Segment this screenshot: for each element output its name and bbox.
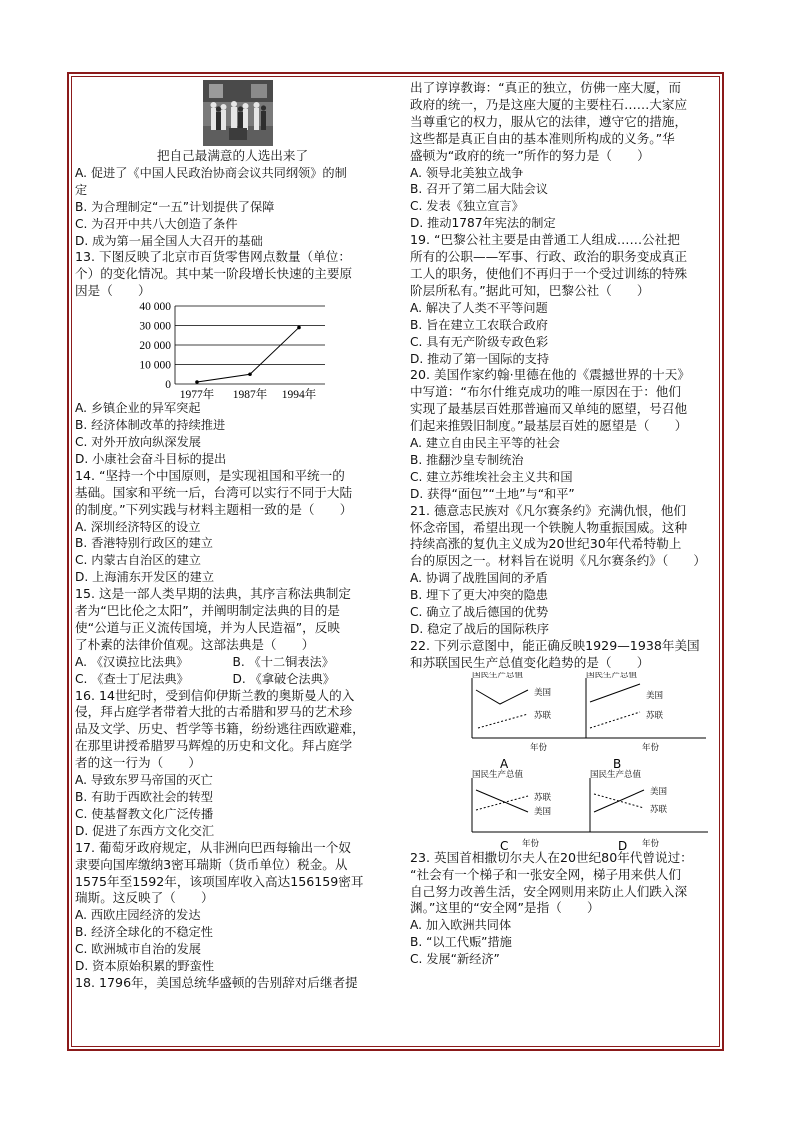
q16-option-a: A. 导致东罗马帝国的灭亡 — [75, 773, 213, 788]
q15-stem-2: 者为“巴比伦之太阳”，并阐明制定法典的目的是 — [75, 603, 340, 619]
chart-x-tick-label: 1994年 — [281, 389, 317, 401]
diagram-a-letter: A — [500, 756, 509, 771]
q23-stem-3: 自己努力改善生活，安全网则用来防止人们跌入深 — [410, 883, 688, 899]
q17-stem-3: 1575年至1592年，该项国库收入高达156159密耳 — [75, 873, 364, 889]
diagram-a-ussr-label: 苏联 — [534, 710, 552, 721]
q18-option-b: B. 召开了第二届大陆会议 — [410, 182, 548, 197]
q23-option-c: C. 发展“新经济” — [410, 952, 500, 967]
q18-stem-2: 出了谆谆教诲：“真正的独立，仿佛一座大厦，而 — [410, 80, 681, 95]
left-column — [75, 80, 390, 992]
chart-y-tick-label: 30 000 — [139, 320, 171, 333]
q20-option-c: C. 建立苏维埃社会主义共和国 — [410, 469, 573, 484]
diagram-b — [586, 672, 706, 771]
q12-option-d: D. 成为第一届全国人大召开的基础 — [75, 233, 263, 248]
q13-stem-2: 个）的变化情况。其中某一阶段增长快速的主要原 — [75, 266, 353, 282]
chart-x-tick-label: 1977年 — [179, 389, 215, 401]
q14-stem-3: 的制度。”下列实践与材料主题相一致的是（ ） — [75, 501, 353, 517]
q17-stem-1: 17. 葡萄牙政府规定，从非洲向巴西每输出一个奴 — [75, 839, 351, 855]
chart-series — [195, 326, 301, 384]
diagram-a-ylabel: 国民生产总值 — [472, 671, 524, 680]
q18-stem-1: 18. 1796年，美国总统华盛顿的告别辞对后继者提 — [75, 974, 358, 990]
q12-option-a: A. 促进了《中国人民政治协商会议共同纲领》的制 — [75, 165, 347, 180]
diagram-a — [472, 672, 590, 771]
diagram-b-letter: B — [613, 756, 622, 771]
chart-point — [297, 326, 301, 330]
diagram-b-ussr-label: 苏联 — [646, 710, 664, 721]
q21-option-a: A. 协调了战胜国间的矛盾 — [410, 571, 548, 586]
q16-option-b: B. 有助于西欧社会的转型 — [75, 790, 213, 804]
diagram-c-ylabel: 国民生产总值 — [472, 769, 524, 780]
q19-option-c: C. 具有无产阶级专政色彩 — [410, 334, 549, 349]
q19-stem-1: 19. “巴黎公社主要是由普通工人组成……公社把 — [410, 232, 680, 248]
retail-outlets-chart — [75, 300, 390, 400]
chart-x-ticks — [180, 387, 317, 400]
q18-stem-5: 这些都是真正自由的基本准则所构成的义务。”华 — [410, 130, 675, 146]
q17-option-b: B. 经济全球化的不稳定性 — [75, 925, 213, 940]
q20-stem-2: 中写道：“布尔什维克成功的唯一原因在于：他们 — [410, 384, 681, 400]
q22-diagrams — [410, 672, 720, 850]
q12-option-c: C. 为召开中共八大创造了条件 — [75, 216, 238, 231]
diagram-d-ussr-label: 苏联 — [650, 804, 668, 815]
q13-option-a: A. 乡镇企业的异军突起 — [75, 401, 201, 416]
q14-stem-2: 基础。国家和平统一后，台湾可以实行不同于大陆 — [75, 484, 353, 500]
q16-stem-2: 侵，拜占庭学者带着大批的古希腊和罗马的艺术珍 — [75, 704, 353, 720]
q15-options-row-1 — [75, 654, 390, 671]
right-column — [410, 80, 720, 968]
q13-stem-1: 13. 下图反映了北京市百货零售网点数量（单位： — [75, 249, 351, 265]
q16-stem-3: 品及文学、历史、哲学等书籍，纷纷逃往西欧避难， — [75, 721, 365, 737]
q15-option-a: A. 《汉谟拉比法典》 — [75, 654, 189, 669]
q18-option-c: C. 发表《独立宣言》 — [410, 199, 524, 214]
q17-option-a: A. 西欧庄园经济的发达 — [75, 908, 201, 923]
q15-stem-3: 使“公道与正义流传国境，并为人民造福”，反映 — [75, 619, 340, 635]
q17-stem-4: 瑞斯。这反映了（ ） — [75, 890, 214, 906]
chart-gridlines — [175, 306, 325, 384]
q16-stem-1: 16. 14世纪时，受到信仰伊斯兰教的奥斯曼人的入 — [75, 687, 355, 703]
q19-stem-3: 工人的职务，使他们不再归于一个受过训练的特殊 — [410, 265, 688, 281]
chart-series-line — [197, 328, 299, 383]
chart-y-ticks — [139, 301, 171, 391]
q22-stem-1: 22. 下列示意图中，能正确反映1929—1938年美国 — [410, 637, 700, 653]
q18-stem-4: 当尊重它的权力，服从它的法律，遵守它的措施， — [410, 113, 688, 129]
diagram-c-usa-label: 美国 — [534, 806, 552, 817]
q13-stem-3: 因是（ ） — [75, 283, 151, 299]
q20-stem-1: 20. 美国作家约翰·里德在他的《震撼世界的十天》 — [410, 367, 690, 383]
diagram-b-ylabel: 国民生产总值 — [586, 671, 638, 680]
q23-option-a: A. 加入欧洲共同体 — [410, 918, 512, 933]
q18-stem-3: 政府的统一，乃是这座大厦的主要柱石……大家应 — [410, 96, 688, 112]
q21-option-d: D. 稳定了战后的国际秩序 — [410, 622, 550, 636]
q15-options-row-2 — [75, 671, 390, 688]
q18-option-d: D. 推动1787年宪法的制定 — [410, 216, 556, 231]
q15-stem-4: 了朴素的法律价值观。这部法典是（ ） — [75, 636, 315, 652]
q18-stem-6: 盛顿为“政府的统一”所作的努力是（ ） — [410, 147, 650, 163]
q15-option-c: C. 《查士丁尼法典》 — [75, 671, 189, 686]
photo-caption: 把自己最满意的人选出来了 — [156, 148, 309, 163]
q23-stem-4: 渊。”这里的“安全网”是指（ ） — [410, 900, 600, 916]
q17-stem-2: 隶要向国库缴纳3密耳瑞斯（货币单位）税金。从 — [75, 856, 348, 872]
diagram-a-xlabel: 年份 — [530, 742, 548, 753]
q21-stem-3: 持续高涨的复仇主义成为20世纪30年代希特勒上 — [410, 536, 682, 552]
q23-stem-2: “社会有一个梯子和一张安全网，梯子用来供人们 — [410, 866, 681, 882]
chart-y-tick-label: 0 — [165, 379, 171, 392]
q18-option-a: A. 领导北美独立战争 — [410, 165, 524, 180]
diagram-c — [472, 769, 590, 850]
chart-x-tick-label: 1987年 — [232, 389, 268, 401]
diagram-d-usa-label: 美国 — [650, 786, 668, 797]
q20-stem-4: 们起来推毁旧制度。”最基层百姓的愿望是（ ） — [410, 418, 688, 434]
q19-stem-4: 阶层所私有。”据此可知，巴黎公社（ ） — [410, 282, 650, 298]
q19-option-b: B. 旨在建立工农联合政府 — [410, 317, 548, 332]
q14-option-a: A. 深圳经济特区的设立 — [75, 519, 201, 534]
chart-point — [195, 380, 199, 384]
q13-option-c: C. 对外开放向纵深发展 — [75, 434, 201, 449]
diagram-c-xlabel: 年份 — [522, 838, 540, 849]
diagram-c-letter: C — [500, 838, 509, 850]
q16-option-c: C. 使基督教文化广泛传播 — [75, 806, 214, 821]
q19-option-a: A. 解决了人类不平等问题 — [410, 300, 548, 315]
q19-stem-2: 所有的公职——军事、行政、政治的职务变成真正 — [410, 249, 688, 265]
q16-option-d: D. 促进了东西方文化交汇 — [75, 823, 215, 838]
q14-stem-1: 14. “坚持一个中国原则，是实现祖国和平统一的 — [75, 467, 345, 483]
diagram-a-usa-label: 美国 — [534, 687, 552, 698]
diagram-b-xlabel: 年份 — [642, 742, 660, 753]
q15-option-b: B. 《十二铜表法》 — [232, 654, 334, 669]
q23-option-b: B. “以工代赈”措施 — [410, 935, 512, 950]
q17-option-d: D. 资本原始积累的野蛮性 — [75, 959, 215, 974]
q21-option-c: C. 确立了战后德国的优势 — [410, 605, 549, 620]
q19-option-d: D. 推动了第一国际的支持 — [410, 351, 550, 366]
q21-stem-1: 21. 德意志民族对《凡尔赛条约》充满仇恨，他们 — [410, 502, 686, 518]
q16-stem-4: 在那里讲授希腊罗马辉煌的历史和文化。拜占庭学 — [75, 738, 353, 754]
q14-option-b: B. 香港特别行政区的建立 — [75, 536, 213, 551]
chart-y-tick-label: 10 000 — [139, 359, 171, 372]
q20-option-d: D. 获得“面包”“土地”与“和平” — [410, 486, 575, 501]
q20-stem-3: 实现了最基层百姓那普遍而又单纯的愿望，号召他 — [410, 401, 688, 417]
q20-option-b: B. 推翻沙皇专制统治 — [410, 452, 524, 467]
q12-option-a-cont: 定 — [75, 182, 88, 197]
election-photo — [203, 80, 273, 146]
q20-option-a: A. 建立自由民主平等的社会 — [410, 436, 560, 451]
chart-y-tick-label: 20 000 — [139, 340, 171, 353]
q21-stem-2: 怀念帝国，希望出现一个铁腕人物重振国威。这种 — [410, 519, 688, 535]
q13-option-b: B. 经济体制改革的持续推进 — [75, 418, 226, 433]
q14-option-c: C. 内蒙古自治区的建立 — [75, 553, 201, 568]
q21-stem-4: 台的原因之一。材料旨在说明《凡尔赛条约》（ ） — [410, 553, 706, 569]
diagram-d-letter: D — [618, 838, 628, 850]
diagram-d — [590, 769, 708, 850]
q22-stem-2: 和苏联国民生产总值变化趋势的是（ ） — [410, 654, 650, 670]
q16-stem-5: 者的这一行为（ ） — [75, 755, 201, 771]
chart-point — [248, 373, 252, 377]
q13-option-d: D. 小康社会奋斗目标的提出 — [75, 451, 227, 466]
q17-option-c: C. 欧洲城市自治的发展 — [75, 942, 201, 957]
q14-option-d: D. 上海浦东开发区的建立 — [75, 570, 215, 585]
q21-option-b: B. 埋下了更大冲突的隐患 — [410, 588, 548, 603]
chart-y-tick-label: 40 000 — [139, 301, 171, 314]
diagram-d-ylabel: 国民生产总值 — [590, 769, 642, 780]
diagram-b-usa-label: 美国 — [646, 690, 664, 701]
q12-option-b: B. 为合理制定“一五”计划提供了保障 — [75, 199, 275, 214]
diagram-d-xlabel: 年份 — [642, 838, 660, 849]
q23-stem-1: 23. 英国首相撒切尔夫人在20世纪80年代曾说过： — [410, 849, 693, 865]
q15-stem-1: 15. 这是一部人类早期的法典，其序言称法典制定 — [75, 586, 351, 602]
q15-option-d: D. 《拿破仑法典》 — [232, 671, 335, 686]
diagram-c-ussr-label: 苏联 — [534, 792, 552, 803]
